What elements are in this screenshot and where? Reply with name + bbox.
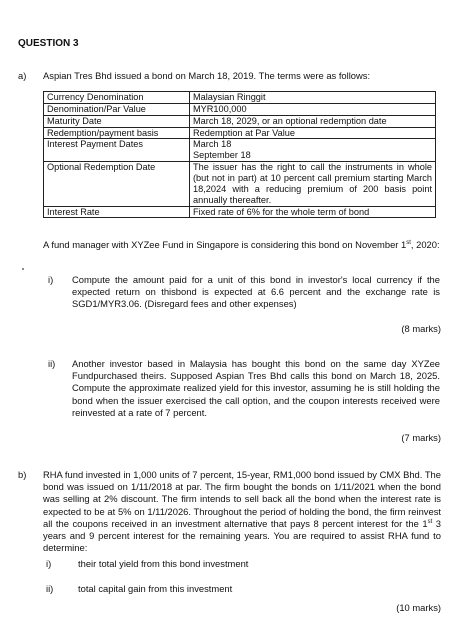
part-a-q1-marks: (8 marks) [401,323,441,334]
terms-value [190,139,436,162]
stray-mark [22,268,24,270]
part-a-q1-text: Compute the amount paid for a unit of this bond in investor's local currency if the expected return on thisbond is expected at 6.6 percent and the exchange rate is SGD1/MYR3.06. (Disregard fees and other expenses) [72,274,440,310]
part-b-text-2: 3 years and 9 percent interest for the remaining years. You are required to assist RHA fund to determine: [43,517,441,554]
part-b-text-1: RHA fund invested in 1,000 units of 7 percent, 15-year, RM1,000 bond issued by CMX Bhd. The bond was issued on 1/11/2018 at par. The firm bought the bonds on 1/11/2021 when the bond was selling at 2% discount. The firm intends to sell back all the bond when the interest rate is expected to be at 5% on 1/11/2026. Throughout the period of holding the bond, the firm reinvest all the coupons received in an investment alternative that pays 8 percent interest for the 1 [43,469,441,529]
scenario-tail: , 2020: [410,239,440,250]
part-a-q2-label: ii) [48,358,56,369]
terms-key: Optional Redemption Date [44,162,190,206]
question-title: QUESTION 3 [18,38,79,49]
part-b-q1-label: i) [46,558,52,569]
terms-value-line: Redemption at Par Value [193,127,295,138]
terms-value [190,206,436,218]
terms-key: Currency Denomination [44,92,190,104]
terms-key: Interest Rate [44,206,190,218]
part-b-label: b) [18,469,27,480]
scenario-text [43,239,441,251]
terms-value [190,127,436,139]
terms-value-line: September 18 [193,150,251,161]
terms-row [44,127,436,139]
terms-key: Maturity Date [44,115,190,127]
scenario-sup: st [406,239,411,246]
terms-row [44,92,436,104]
scenario-main: A fund manager with XYZee Fund in Singapore is considering this bond on November 1 [43,239,407,250]
part-b-marks: (10 marks) [396,602,441,613]
terms-value-line: March 18 [193,139,232,150]
terms-value-line: The issuer has the right to call the instruments in whole (but not in part) at 10 percent call premium starting March 18,2024 with a reducing premium of 200 basis point annually thereafter. [193,162,432,205]
terms-row [44,103,436,115]
terms-key: Redemption/payment basis [44,127,190,139]
terms-row [44,115,436,127]
part-b-text [43,469,441,555]
part-a-q2-marks: (7 marks) [401,432,441,443]
terms-row [44,206,436,218]
terms-value [190,115,436,127]
terms-row [44,162,436,206]
part-a-q2-text: Another investor based in Malaysia has bought this bond on the same day XYZee Fundpurchased theirs. Supposed Aspian Tres Bhd calls this bond on March 18, 2025. Compute the approximate realized yield for this investor, assuming he is still holding the bond when the issuer exercised the call option, and the coupon interests received were reinvested at a rate of 7 percent. [72,358,440,418]
terms-value-line: March 18, 2029, or an optional redemption date [193,115,387,126]
part-b-sup: st [427,518,433,525]
bond-terms-table [43,91,436,218]
part-b-q2-label: ii) [46,583,54,594]
terms-value [190,162,436,206]
terms-value-line: Malaysian Ringgit [193,92,266,102]
terms-key: Denomination/Par Value [44,103,190,115]
terms-value-line: Fixed rate of 6% for the whole term of bond [193,206,370,217]
terms-row [44,139,436,162]
terms-value-line: MYR100,000 [193,103,247,114]
terms-value [190,92,436,104]
terms-key: Interest Payment Dates [44,139,190,162]
part-a-label: a) [18,70,27,81]
part-a-q1-label: i) [48,274,54,285]
terms-value [190,103,436,115]
part-a-intro: Aspian Tres Bhd issued a bond on March 18, 2019. The terms were as follows: [43,70,371,81]
part-b-q1-text: their total yield from this bond investment [78,558,249,569]
part-b-q2-text: total capital gain from this investment [78,583,233,594]
